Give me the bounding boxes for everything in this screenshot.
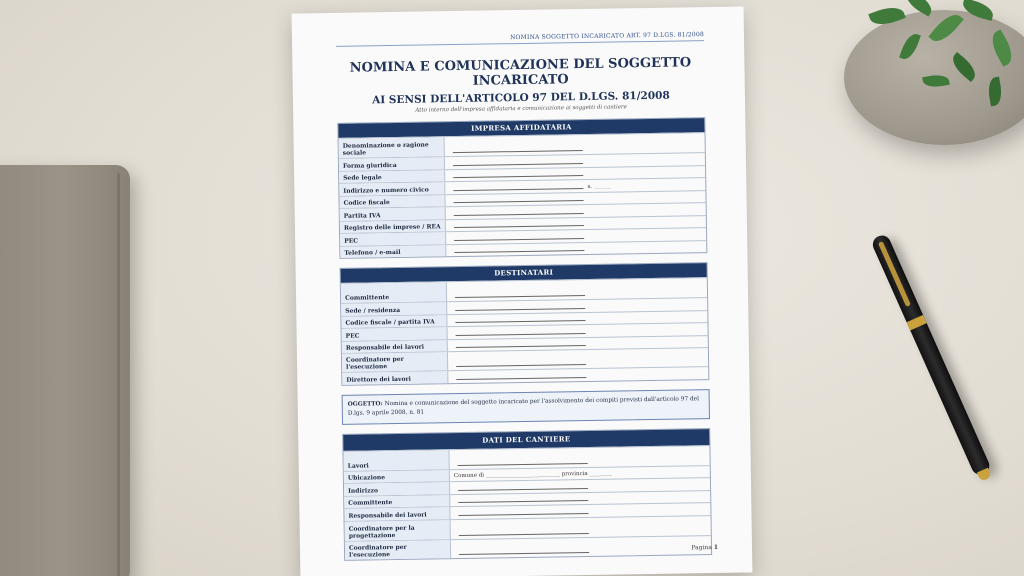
field-input[interactable] [451, 536, 711, 558]
document-page [292, 6, 753, 576]
field-label: Indirizzo [344, 482, 450, 495]
field-label: Responsabile dei lavori [344, 507, 450, 520]
field-label: Ubicazione [344, 470, 450, 483]
section-heading: DATI DEL CANTIERE [343, 429, 709, 451]
document-subtitle: AI SENSI DELL'ARTICOLO 97 DEL D.LGS. 81/2008 [372, 89, 670, 107]
field-label: Registro delle imprese / REA [340, 220, 446, 233]
destinatari-section [340, 262, 710, 385]
oggetto-label: OGGETTO: [347, 400, 383, 408]
section-heading: DESTINATARI [341, 263, 707, 283]
field-label: Denominazione o ragione sociale [339, 137, 445, 158]
field-label: Committente [344, 495, 450, 508]
field-label: PEC [342, 327, 448, 340]
page-label: Pagina [691, 544, 712, 552]
pen [870, 233, 992, 478]
field-label: Partita IVA [340, 207, 446, 220]
field-label: PEC [340, 232, 446, 245]
field-label: Coordinatore per la progettazione [345, 520, 451, 541]
field-label: Sede legale [339, 170, 445, 183]
field-label: Coordinatore per l'esecuzione [345, 540, 451, 560]
field-label: Committente [341, 282, 447, 303]
page-number: 1 [713, 543, 719, 552]
field-label: Sede / residenza [341, 302, 447, 315]
notebook [0, 165, 130, 576]
top-reference: NOMINA SOGGETTO INCARICATO ART. 97 D.LGS. 81/2008 [336, 31, 704, 47]
section-heading: IMPRESA AFFIDATARIA [338, 118, 704, 138]
field-label: Lavori [343, 450, 449, 471]
oggetto-text: Nomina e comunicazione del soggetto incaricato per l'assolvimento dei compiti previsti dall'articolo 97 del D.lgs. 9 aprile 2008, n. 81 [347, 395, 699, 417]
number-suffix: n. _______ [587, 183, 612, 190]
document-title: NOMINA E COMUNICAZIONE DEL SOGGETTO INCARICATO [349, 55, 692, 89]
field-label: Responsabile dei lavori [342, 340, 448, 353]
cantiere-section [342, 428, 712, 561]
field-label: Direttore dei lavori [342, 371, 448, 384]
field-label: Indirizzo e numero civico [339, 182, 445, 195]
document-note: Atto interno dell'impresa affidataria e comunicazione ai soggetti di cantiere [415, 104, 627, 114]
field-label: Coordinatore per l'esecuzione [342, 352, 448, 372]
oggetto-box [342, 389, 710, 425]
field-label: Forma giuridica [339, 157, 445, 170]
field-label: Codice fiscale [339, 195, 445, 208]
impresa-section [337, 117, 707, 259]
field-label: Codice fiscale / partita IVA [341, 315, 447, 328]
ubicazione-text: Comune di ___________________________ provincia ________ [453, 470, 612, 480]
field-label: Telefono / e-mail [340, 245, 446, 258]
page-footer [691, 544, 718, 551]
